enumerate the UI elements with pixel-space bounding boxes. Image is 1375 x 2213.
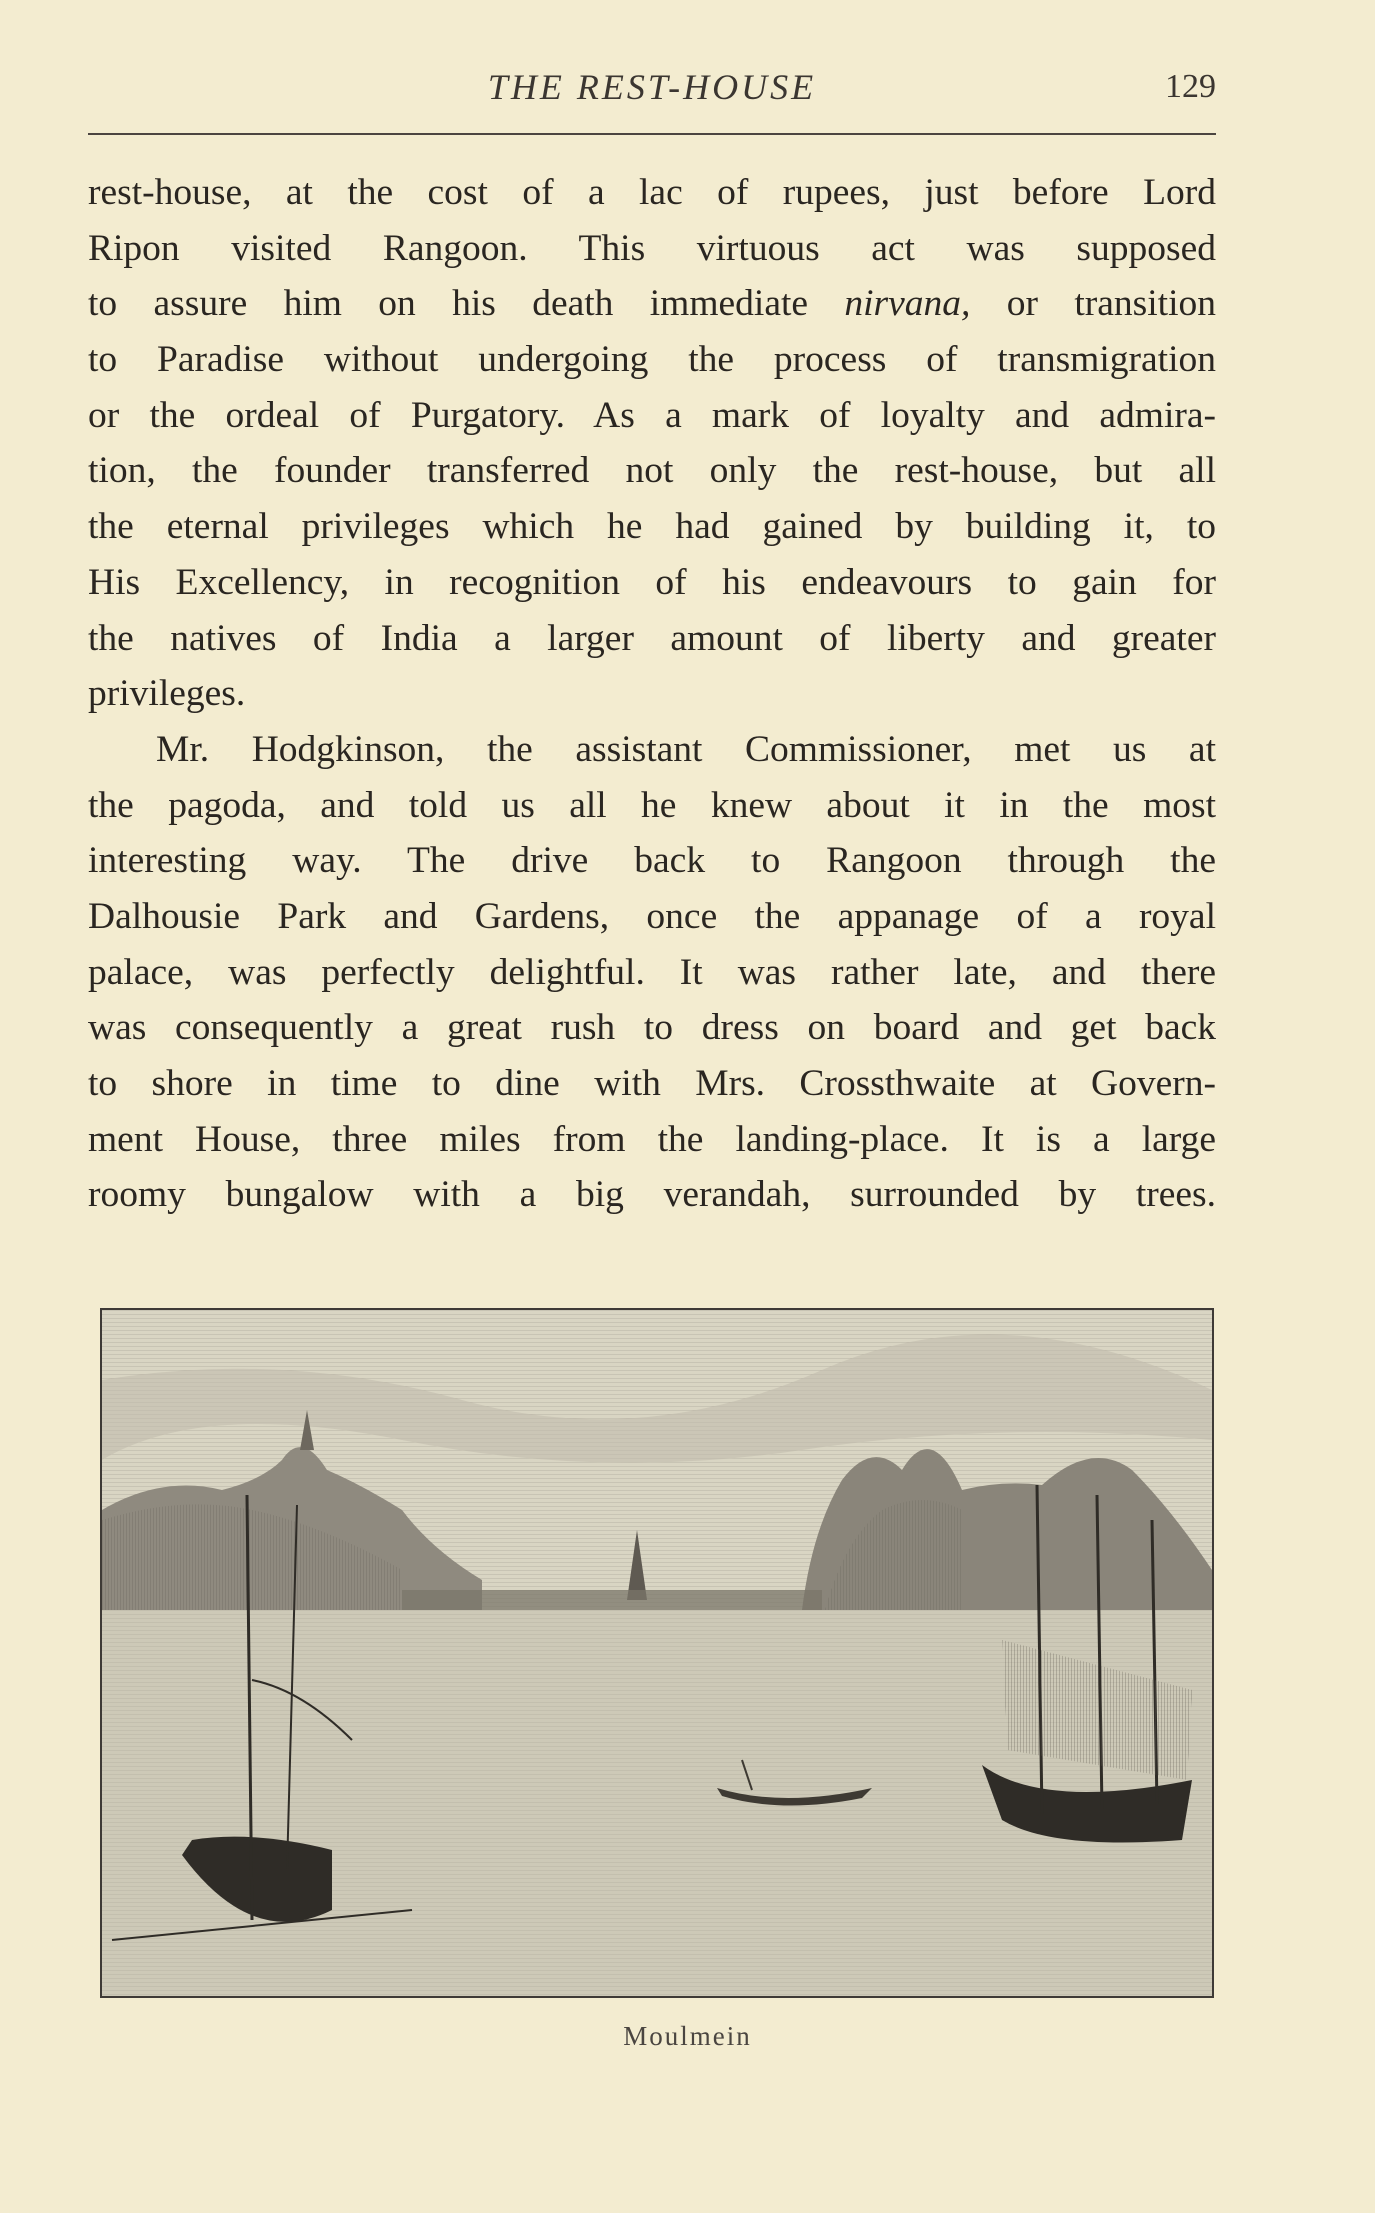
- text-line: His Excellency, in recognition of his endeavours to gain for: [88, 561, 1216, 603]
- text-line: Mr. Hodgkinson, the assistant Commissioner, met us at: [156, 728, 1216, 770]
- text-line: privileges.: [88, 673, 246, 715]
- text-line: to assure him on his death immediate nirvana, or transition: [88, 283, 1216, 325]
- page-header: [88, 66, 1216, 110]
- text-line: interesting way. The drive back to Rangoon through the: [88, 840, 1216, 882]
- text-line: to Paradise without undergoing the process of transmigration: [88, 339, 1216, 381]
- text-line: tion, the founder transferred not only the rest-house, but all: [88, 450, 1216, 492]
- text-line: rest-house, at the cost of a lac of rupees, just before Lord: [88, 172, 1216, 213]
- engraving-illustration: [100, 1308, 1214, 1998]
- figure-caption: Moulmein: [623, 2021, 752, 2051]
- harbour-engraving: [102, 1310, 1212, 1996]
- text-line: palace, was perfectly delightful. It was rather late, and there: [88, 951, 1216, 993]
- text-line: ment House, three miles from the landing-place. It is a large: [88, 1118, 1216, 1160]
- header-rule: [88, 133, 1216, 135]
- text-line: Ripon visited Rangoon. This virtuous act was supposed: [88, 227, 1216, 269]
- body-text: [88, 165, 1216, 1223]
- text-line: the natives of India a larger amount of liberty and greater: [88, 617, 1216, 659]
- text-line: the pagoda, and told us all he knew about it in the most: [88, 784, 1216, 826]
- text-line: roomy bungalow with a big verandah, surrounded by trees.: [88, 1174, 1216, 1216]
- text-line: Dalhousie Park and Gardens, once the appanage of a royal: [88, 895, 1216, 937]
- text-line: or the ordeal of Purgatory. As a mark of loyalty and admira-: [88, 394, 1216, 436]
- text-line: to shore in time to dine with Mrs. Crossthwaite at Govern-: [88, 1063, 1216, 1104]
- text-line: was consequently a great rush to dress on board and get back: [88, 1007, 1216, 1049]
- text-line: the eternal privileges which he had gained by building it, to: [88, 506, 1216, 548]
- page-number: 129: [1165, 68, 1216, 105]
- running-title: THE REST-HOUSE: [487, 67, 817, 107]
- italic-term: nirvana,: [844, 283, 971, 325]
